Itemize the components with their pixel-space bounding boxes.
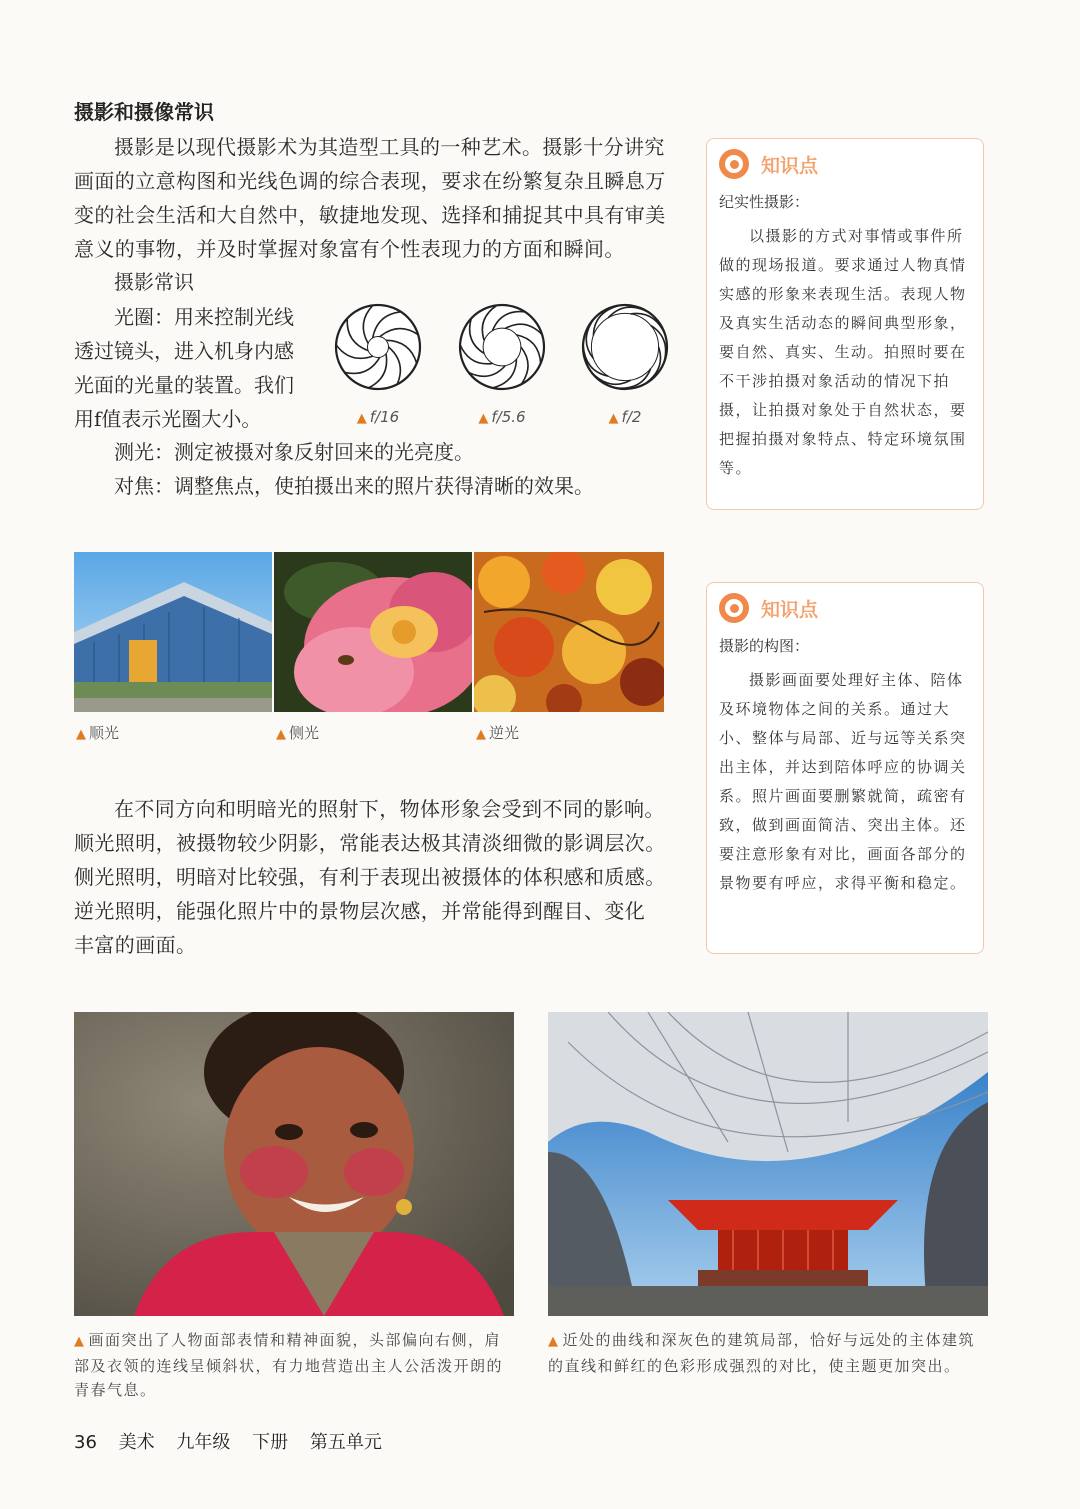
metering-text: 测光：测定被摄对象反射回来的光亮度。 bbox=[114, 440, 474, 464]
building-image bbox=[74, 552, 272, 712]
intro-line: 摄影是以现代摄影术为其造型工具的一种艺术。摄影十分讲究 bbox=[114, 135, 665, 159]
aperture-line: 透过镜头，进入机身内感 bbox=[74, 339, 294, 363]
intro-line: 画面的立意构图和光线色调的综合表现，要求在纷繁复杂且瞬息万 bbox=[74, 169, 666, 193]
aperture-caption: f/2 bbox=[621, 408, 642, 426]
footer-grade: 九年级 bbox=[176, 1432, 231, 1453]
intro-paragraph bbox=[74, 130, 674, 266]
aperture-line: 光圈：用来控制光线 bbox=[114, 305, 294, 329]
triangle-icon: ▲ bbox=[478, 411, 489, 426]
footer-subject: 美术 bbox=[118, 1432, 155, 1453]
focusing-text: 对焦：调整焦点，使拍摄出来的照片获得清晰的效果。 bbox=[114, 474, 594, 498]
photo-caption: 逆光 bbox=[489, 724, 520, 742]
aperture-diagram bbox=[331, 300, 425, 394]
photo-architecture bbox=[548, 1012, 988, 1316]
page-number: 36 bbox=[74, 1432, 97, 1453]
target-icon bbox=[719, 149, 749, 179]
knowledge-box-documentary bbox=[706, 138, 984, 510]
knowledge-body: 以摄影的方式对事情或事件所做的现场报道。要求通过人物真情实感的形象来表现生活。表现人物及真实生活动态的瞬间典型形象，要自然、真实、生动。拍照时要在不干涉拍摄对象活动的情况下拍摄，让拍摄对象处于自然状态，要把握拍摄对象特点、特定环境氛围等。 bbox=[719, 227, 967, 477]
aperture-figure-3 bbox=[575, 300, 675, 426]
photo-side-light bbox=[274, 552, 472, 712]
intro-line: 变的社会生活和大自然中，敏捷地发现、选择和捕捉其中具有审美 bbox=[74, 203, 666, 227]
photo-caption-architecture: 近处的曲线和深灰色的建筑局部，恰好与远处的主体建筑的直线和鲜红的色彩形成强烈的对比，使主题更加突出。 bbox=[548, 1331, 976, 1375]
aperture-line: 光面的光量的装置。我们 bbox=[74, 373, 294, 397]
girl-portrait-image bbox=[74, 1012, 514, 1316]
flower-image bbox=[274, 552, 472, 712]
photo-front-light bbox=[74, 552, 272, 712]
aperture-description bbox=[74, 300, 324, 436]
page-footer bbox=[74, 1428, 398, 1454]
light-line: 逆光照明，能强化照片中的景物层次感，并常能得到醒目、变化 bbox=[74, 899, 646, 923]
photo-caption: 顺光 bbox=[89, 724, 120, 742]
light-direction-paragraph bbox=[74, 792, 674, 962]
footer-unit: 第五单元 bbox=[309, 1432, 382, 1453]
footer-volume: 下册 bbox=[252, 1432, 289, 1453]
aperture-caption: f/16 bbox=[369, 408, 400, 426]
triangle-icon: ▲ bbox=[276, 727, 286, 742]
knowledge-box-composition bbox=[706, 582, 984, 954]
aperture-line: 用f值表示光圈大小。 bbox=[74, 407, 262, 431]
aperture-figure-2 bbox=[452, 300, 552, 426]
triangle-icon: ▲ bbox=[356, 411, 367, 426]
pavilion-image bbox=[548, 1012, 988, 1316]
subheading: 摄影常识 bbox=[114, 270, 194, 294]
knowledge-term: 纪实性摄影： bbox=[719, 193, 810, 211]
target-icon bbox=[719, 593, 749, 623]
knowledge-term: 摄影的构图： bbox=[719, 637, 810, 655]
aperture-caption: f/5.6 bbox=[491, 408, 526, 426]
photo-caption: 侧光 bbox=[289, 724, 320, 742]
aperture-figure-1 bbox=[328, 300, 428, 426]
photo-portrait bbox=[74, 1012, 514, 1316]
triangle-icon: ▲ bbox=[74, 1334, 86, 1349]
light-line: 顺光照明，被摄物较少阴影，常能表达极其清淡细微的影调层次。 bbox=[74, 831, 666, 855]
knowledge-title: 知识点 bbox=[761, 154, 819, 177]
photo-back-light bbox=[474, 552, 664, 712]
knowledge-body: 摄影画面要处理好主体、陪体及环境物体之间的关系。通过大小、整体与局部、近与远等关系突出主体，并达到陪体呼应的协调关系。照片画面要删繁就简，疏密有致，做到画面简洁、突出主体。还要注意形象有对比，画面各部分的景物要有呼应，求得平衡和稳定。 bbox=[719, 671, 967, 892]
aperture-diagram bbox=[455, 300, 549, 394]
intro-line: 意义的事物，并及时掌握对象富有个性表现力的方面和瞬间。 bbox=[74, 237, 625, 261]
section-title: 摄影和摄像常识 bbox=[74, 100, 214, 124]
autumn-leaves-image bbox=[474, 552, 664, 712]
photo-caption-portrait: 画面突出了人物面部表情和精神面貌，头部偏向右侧，肩部及衣领的连线呈倾斜状，有力地营造出主人公活泼开朗的青春气息。 bbox=[74, 1331, 504, 1399]
triangle-icon: ▲ bbox=[548, 1334, 560, 1349]
triangle-icon: ▲ bbox=[608, 411, 619, 426]
light-line: 在不同方向和明暗光的照射下，物体形象会受到不同的影响。 bbox=[114, 797, 665, 821]
light-line: 侧光照明，明暗对比较强，有利于表现出被摄体的体积感和质感。 bbox=[74, 865, 666, 889]
triangle-icon: ▲ bbox=[476, 727, 486, 742]
triangle-icon: ▲ bbox=[76, 727, 86, 742]
knowledge-title: 知识点 bbox=[761, 598, 819, 621]
light-line: 丰富的画面。 bbox=[74, 933, 197, 957]
aperture-diagram bbox=[578, 300, 672, 394]
